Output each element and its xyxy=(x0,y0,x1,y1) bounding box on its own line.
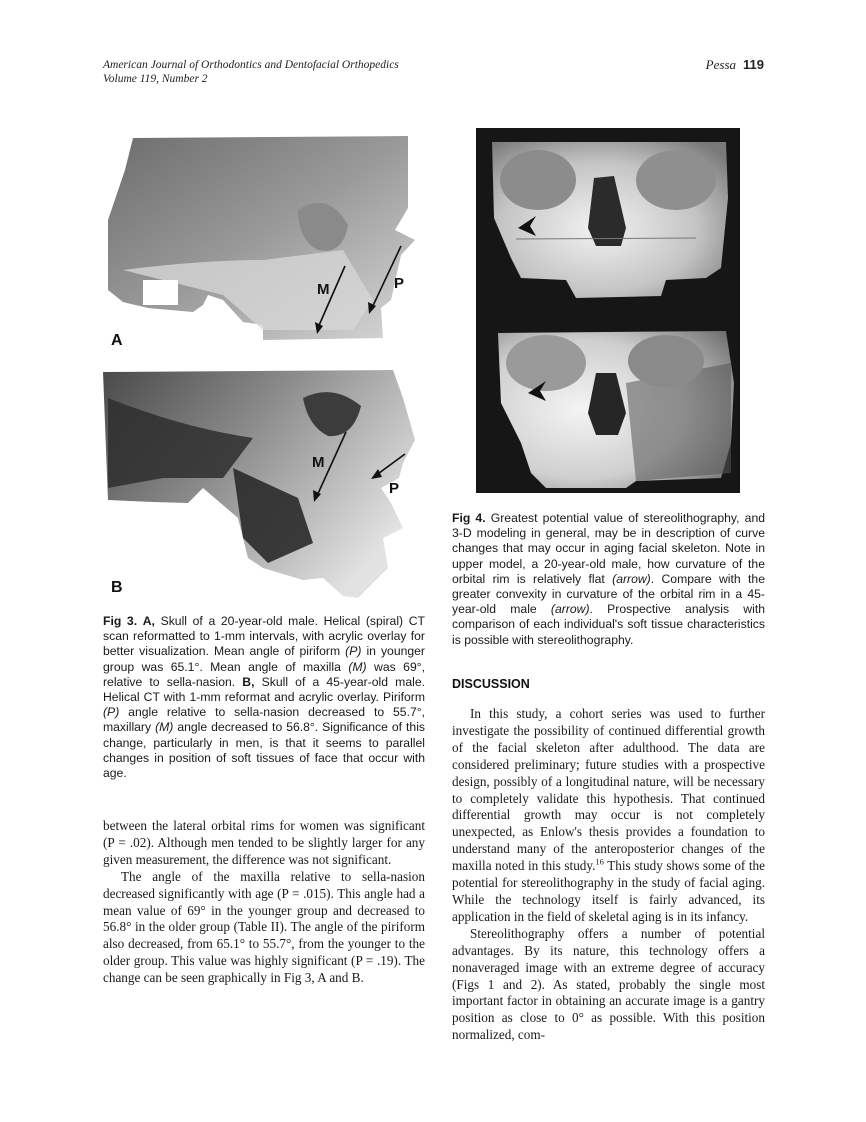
reference-superscript: 16 xyxy=(595,856,604,867)
paragraph: Stereolithography offers a number of potential advantages. By its nature, this technology offers a nonaveraged image with an extreme degree of accuracy (Figs 1 and 2). As stated, probably the single most important factor in obtaining an accurate image is a gantry position as close to 0° as possible. With this position normalized, com- xyxy=(452,925,765,1043)
arrow-p-label-b: P xyxy=(389,480,400,497)
figure-4-image xyxy=(476,128,740,493)
skull-model-upper xyxy=(492,142,728,298)
paragraph: The angle of the maxilla relative to sella-nasion decreased significantly with age (P = .015). This angle had a mean value of 69° in the younger group and decreased to 56.8° in the older group (Table II). The angle of the piriform also decreased, from 65.1° to 55.7°, from the younger to the older group. This value was highly significant (P = .19). The change can be seen graphically in Fig 3, A and B. xyxy=(103,868,425,986)
caption-text: . Prospective analysis with comparison of each individual's soft tissue characteristics is possible with stereolithography. xyxy=(452,602,765,647)
panel-ref-a: A, xyxy=(142,614,155,628)
section-heading-discussion: DISCUSSION xyxy=(452,677,530,691)
caption-text: angle relative to sella-nasion decreased to 55.7°, maxillary xyxy=(103,705,425,735)
caption-text: Skull of a 20-year-old male. Helical (spiral) CT scan reformatted to 1-mm intervals, with acrylic overlay for better visualization. Mean angle of piriform xyxy=(103,614,425,659)
figure-3 xyxy=(103,130,425,608)
paragraph-text: This study shows some of the potential for stereolithography in the study of facial aging. While the technology itself is fairly advanced, its application in the field of skeletal aging is in its infancy. xyxy=(452,858,765,924)
caption-text: . Compare with the greater convexity in curvature of the orbital rim in a 45-year-old male xyxy=(452,571,765,617)
figure-4 xyxy=(476,128,740,493)
skull-model-lower xyxy=(498,331,734,488)
running-header-page xyxy=(706,57,764,73)
arrow-p-label-a: P xyxy=(394,275,405,292)
page-number: 119 xyxy=(743,57,764,72)
skull-panel-b xyxy=(103,370,415,598)
figure-3-caption xyxy=(103,614,425,781)
panel-label-b: B xyxy=(111,579,123,596)
fig-label: Fig 3. xyxy=(103,614,138,628)
caption-text: Greatest potential value of stereolithography, and 3-D modeling in general, may be in description of curve changes that may occur in aging facial skeleton. Note in upper model, a 20-year-old male, how curvature of the orbital rim is relatively flat xyxy=(452,511,765,586)
body-column-left xyxy=(103,818,425,987)
caption-italic: (M) xyxy=(348,659,367,674)
arrow-m-label-a: M xyxy=(317,281,330,298)
arrow-m-label-b: M xyxy=(312,454,325,471)
author-name: Pessa xyxy=(705,57,737,72)
journal-volume: Volume 119, Number 2 xyxy=(103,73,208,85)
caption-text: in younger group was 65.1°. Mean angle of maxilla xyxy=(103,644,425,674)
journal-title: American Journal of Orthodontics and Dentofacial Orthopedics xyxy=(103,59,399,71)
caption-italic: (P) xyxy=(345,644,362,659)
paragraph: between the lateral orbital rims for women was significant (P = .02). Although men tended to be slightly larger for any given measurement, the difference was not significant. xyxy=(103,818,425,867)
caption-italic: (M) xyxy=(155,720,174,735)
body-column-right xyxy=(452,706,765,1044)
caption-text: angle decreased to 56.8°. Significance of this change, particularly in men, is that it seems to parallel changes in position of soft tissues of face that occur with age. xyxy=(103,720,425,781)
fig-label: Fig 4. xyxy=(452,511,486,525)
panel-ref-b: B, xyxy=(242,674,255,689)
caption-italic: (arrow) xyxy=(550,602,590,617)
panel-label-a: A xyxy=(111,332,123,349)
caption-text: Skull of a 45-year-old male. Helical CT with 1-mm reformat and acrylic overlay. Piriform xyxy=(103,674,425,705)
paragraph-text: In this study, a cohort series was used to further investigate the possibility of continued differential growth of the facial skeleton after adulthood. The data are considered preliminary; future studies with a prospective design, possibly of a longitudinal nature, will be necessary to completely validate this hypothesis. That continued differential growth may occur is not completely unexpected, as Enlow's thesis provides a foundation to understand many of the anteroposterior changes of the maxilla noted in this study. xyxy=(452,706,765,874)
figure-4-caption xyxy=(452,511,765,648)
running-header-journal xyxy=(103,58,399,86)
paragraph xyxy=(452,706,765,926)
caption-text: was 69°, relative to sella-nasion. xyxy=(103,659,425,689)
skull-panel-a xyxy=(108,136,415,340)
figure-3-image xyxy=(103,130,425,608)
caption-italic: (arrow) xyxy=(612,571,651,586)
caption-italic: (P) xyxy=(103,705,120,720)
